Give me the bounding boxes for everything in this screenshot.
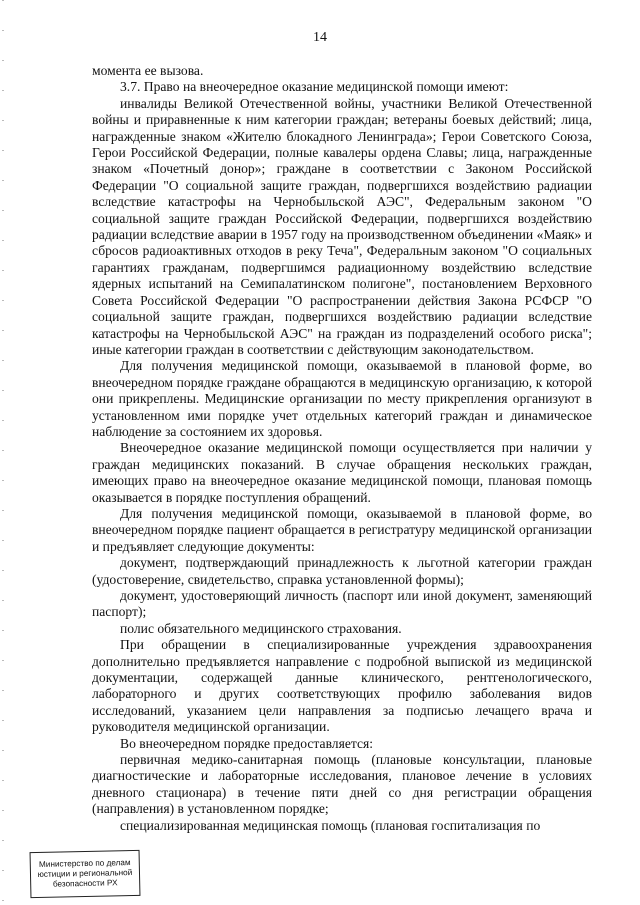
- paragraph: Внеочередное оказание медицинской помощи осуществляется при наличии у граждан медицинских показаний. В случае обращения нескольких граждан, имеющих право на внеочередное оказание медицинской помощи, плановая помощь оказывается в порядке поступления обращений.: [92, 440, 592, 505]
- list-item: специализированная медицинская помощь (плановая госпитализация по: [120, 817, 541, 833]
- stamp-line: безопасности РХ: [52, 878, 118, 889]
- paragraph: инвалиды Великой Отечественной войны, участники Великой Отечественной войны и приравненные к ним категории граждан; ветераны боевых действий; лица, награжденные знаком «Жителю блокадного Ленинграда»; Герои Советского Союза, Герои Российской Федерации, полные кавалеры ордена Славы; лица, награжденные знаком «Почетный донор»; граждане в соответствии с Законом Российской Федерации "О социальной защите граждан, подвергшихся воздействию радиации вследствие катастрофы на Чернобыльской АЭС", Федеральным законом "О социальной защите граждан Российской Федерации, подвергшихся воздействию радиации вследствие аварии в 1957 году на производственном объединении «Маяк» и сбросов радиоактивных отходов в реку Теча", Федеральным законом "О социальных гарантиях гражданам, подвергшимся радиационному воздействию вследствие ядерных испытаний на Семипалатинском полигоне", постановлением Верховного Совета Российской Федерации "О распространении действия Закона РСФСР "О социальной защите граждан, подвергшихся воздействию радиации вследствие катастрофы на Чернобыльской АЭС" на граждан из подразделений особого риска"; иные категории граждан в соответствии с действующим законодательством.: [92, 95, 592, 357]
- document-body: [92, 63, 592, 834]
- stamp-line: Министерство по делам: [38, 858, 131, 869]
- list-item: документ, подтверждающий принадлежность к льготной категории граждан (удостоверение, свидетельство, справка установленной формы);: [92, 555, 592, 587]
- list-item: первичная медико-санитарная помощь (плановые консультации, плановые диагностические и лабораторные исследования, плановое лечение в условиях дневного стационара) в течение пяти дней со дня регистрации обращения (направления) в установленном порядке;: [92, 752, 592, 817]
- paragraph: Для получения медицинской помощи, оказываемой в плановой форме, во внеочередном порядке граждане обращаются в медицинскую организацию, к которой они прикреплены. Медицинские организации по месту прикрепления организуют в установленном ими порядке учет отдельных категорий граждан и динамическое наблюдение за состоянием их здоровья.: [92, 358, 592, 439]
- list-item: полис обязательного медицинского страхования.: [120, 620, 402, 636]
- registration-stamp: [30, 850, 141, 898]
- paragraph: При обращении в специализированные учреждения здравоохранения дополнительно предъявляется направление с подробной выпиской из медицинской документации, содержащей данные клинического, рентгенологического, лабораторного и других соответствующих профилю заболевания видов исследований, указанием цели направления за подписью лечащего врача и руководителя медицинской организации.: [92, 637, 592, 735]
- page-number: 14: [313, 30, 327, 45]
- stamp-line: юстиции и региональной: [37, 868, 133, 879]
- paragraph: Для получения медицинской помощи, оказываемой в плановой форме, во внеочередном порядке пациент обращается в регистратуру медицинской организации и предъявляет следующие документы:: [92, 505, 592, 554]
- scan-margin-dots: [2, 0, 4, 905]
- paragraph: момента ее вызова.: [92, 63, 204, 78]
- paragraph: Во внеочередном порядке предоставляется:: [120, 735, 374, 751]
- list-item: документ, удостоверяющий личность (паспорт или иной документ, заменяющий паспорт);: [92, 588, 592, 620]
- section-heading: 3.7. Право на внеочередное оказание медицинской помощи имеют:: [120, 79, 509, 95]
